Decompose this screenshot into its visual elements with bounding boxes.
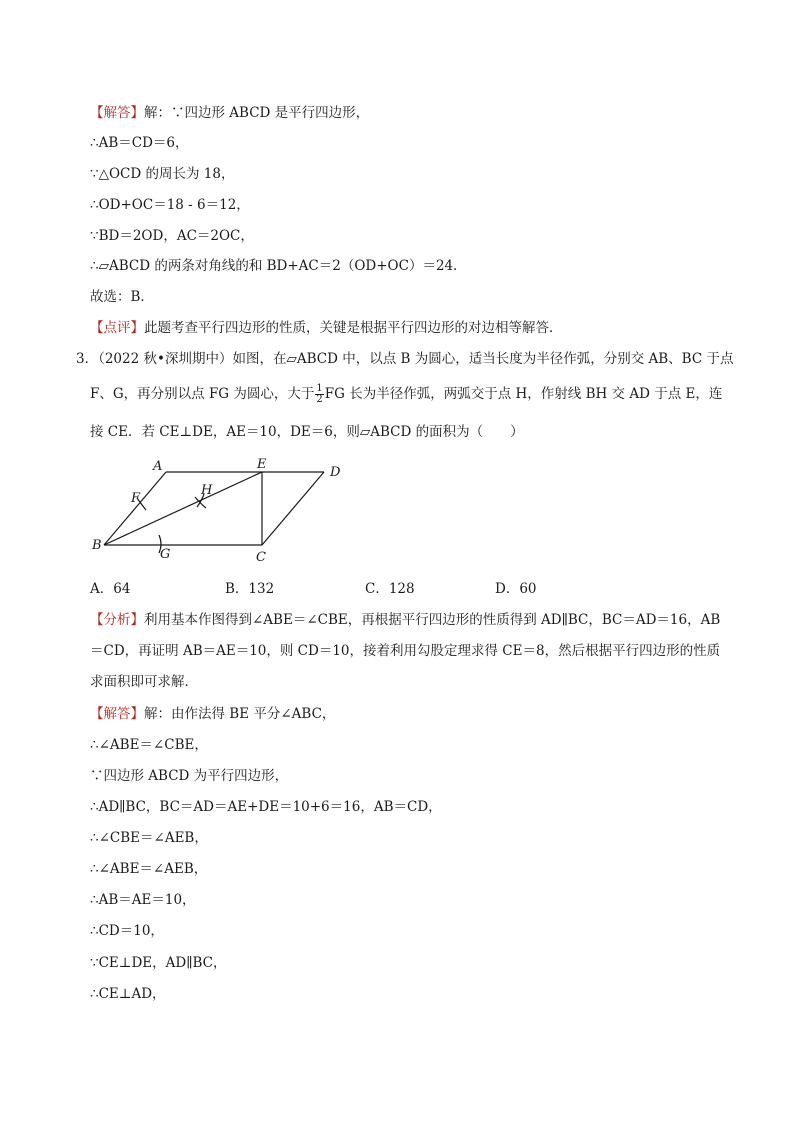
solution3-line-4: ∴∠CBE＝∠AEB， <box>90 830 208 846</box>
solution1-line-2: ∵△OCD 的周长为 18， <box>90 166 235 182</box>
problem3-line-2: F、G，再分别以点 FG 为圆心，大于 $\frac{1}{2}$ FG 长为半径作弧，两弧交于点 H，作射线 BH 交 AD 于点 E，连 <box>90 383 723 405</box>
side-ab <box>104 472 166 545</box>
solution3-line-1: ∴∠ABE＝∠CBE， <box>90 737 208 753</box>
comment1-tag: 【点评】 <box>90 320 144 336</box>
solution3-line-7: ∴CD＝10， <box>90 923 164 939</box>
solution3-line-3: ∴AD∥BC，BC＝AD＝AE+DE＝10+6＝16，AB＝CD， <box>90 799 442 815</box>
side-cd <box>262 472 324 545</box>
label-b: B <box>92 538 102 553</box>
solution3-line-6: ∴AB＝AE＝10， <box>90 892 196 908</box>
label-e: E <box>257 457 267 472</box>
analysis-line-2: 求面积即可求解． <box>90 674 198 690</box>
choice-d: D．60 <box>495 581 537 597</box>
choice-c: C．128 <box>365 581 415 597</box>
problem3-line-1: 3．（2022 秋•深圳期中）如图，在▱ABCD 中，以点 B 为圆心，适当长度为半径作弧，分别交 AB、BC 于点 <box>76 351 734 367</box>
label-g: G <box>160 547 171 562</box>
solution3-tag: 【解答】 <box>90 706 144 722</box>
label-d: D <box>330 465 341 480</box>
ray-be <box>104 472 262 545</box>
solution1-line-5: ∴▱ABCD 的两条对角线的和 BD+AC＝2（OD+OC）＝24． <box>90 258 467 274</box>
comment1-line: 【点评】此题考查平行四边形的性质，关键是根据平行四边形的对边相等解答． <box>90 320 563 336</box>
solution3-line-0: 【解答】解：由作法得 BE 平分∠ABC， <box>90 706 336 722</box>
solution1-tag: 【解答】 <box>90 105 144 121</box>
solution1-line-6: 故选：B． <box>90 289 154 305</box>
solution3-line-9: ∴CE⊥AD， <box>90 986 166 1002</box>
label-c: C <box>256 550 266 565</box>
one-half-fraction: $\frac{1}{2}$ <box>316 383 323 405</box>
solution1-line-3: ∴OD+OC＝18 - 6＝12， <box>90 197 250 213</box>
solution1-line-4: ∵BD＝2OD，AC＝2OC， <box>90 228 254 244</box>
label-a: A <box>153 459 163 474</box>
parallelogram-figure <box>85 452 355 567</box>
solution1-line-1: ∴AB＝CD＝6， <box>90 135 189 151</box>
solution3-line-2: ∵四边形 ABCD 为平行四边形， <box>90 768 289 784</box>
analysis-tag: 【分析】 <box>90 612 144 628</box>
label-f: F <box>131 491 141 506</box>
analysis-line-0: 【分析】利用基本作图得到∠ABE＝∠CBE，再根据平行四边形的性质得到 AD∥BC，BC＝AD＝16，AB <box>90 612 721 628</box>
solution3-line-5: ∴∠ABE＝∠AEB， <box>90 861 208 877</box>
label-h: H <box>201 483 213 498</box>
analysis-line-1: ＝CD，再证明 AB＝AE＝10，则 CD＝10，接着利用勾股定理求得 CE＝8，然后根据平行四边形的性质 <box>90 643 721 659</box>
solution3-line-8: ∵CE⊥DE，AD∥BC， <box>90 955 227 971</box>
problem3-line-3: 接 CE．若 CE⊥DE，AE＝10，DE＝6，则▱ABCD 的面积为（ ） <box>90 424 524 440</box>
choice-b: B．132 <box>225 581 275 597</box>
solution1-line-0: 【解答】解：∵四边形 ABCD 是平行四边形， <box>90 105 370 121</box>
choice-a: A．64 <box>90 581 131 597</box>
